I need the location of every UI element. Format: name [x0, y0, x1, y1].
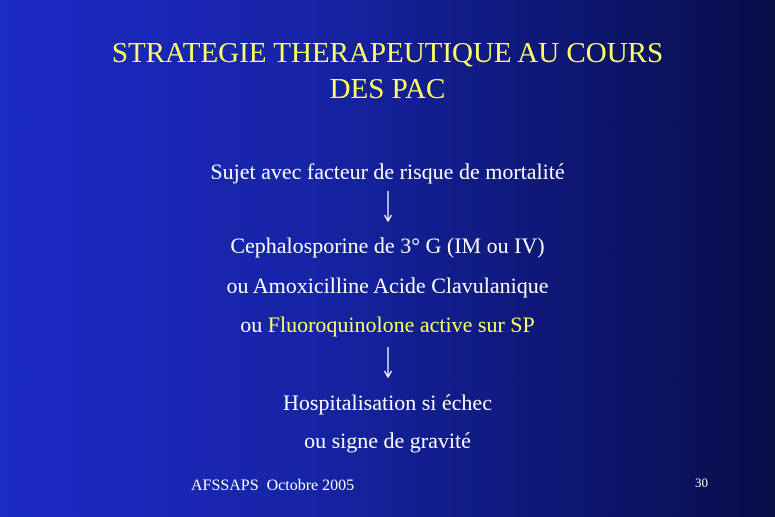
page-number: 30: [695, 475, 708, 490]
treatment-line-2: ou Amoxicilline Acide Clavulanique: [226, 273, 549, 298]
outcome-line-1: Hospitalisation si échec: [283, 390, 492, 415]
slide-title-line-1: STRATEGIE THERAPEUTIQUE AU COURS: [111, 37, 664, 69]
slide-title-line-2: DES PAC: [329, 73, 446, 105]
arrow-down-icon: [0, 190, 775, 224]
slide-title: [0, 35, 775, 107]
treatment-line-3: [0, 311, 775, 339]
treatment-line-3-prefix: ou: [240, 312, 268, 337]
subject-text: Sujet avec facteur de risque de mortalité: [210, 159, 565, 184]
fluoroquinolone-highlight: Fluoroquinolone active sur SP: [267, 312, 535, 337]
treatment-line-1: Cephalosporine de 3° G (IM ou IV): [230, 233, 545, 258]
outcome-line-2: ou signe de gravité: [304, 428, 471, 453]
arrow-down-icon: [0, 346, 775, 380]
source-citation: AFSSAPS Octobre 2005: [191, 477, 355, 494]
